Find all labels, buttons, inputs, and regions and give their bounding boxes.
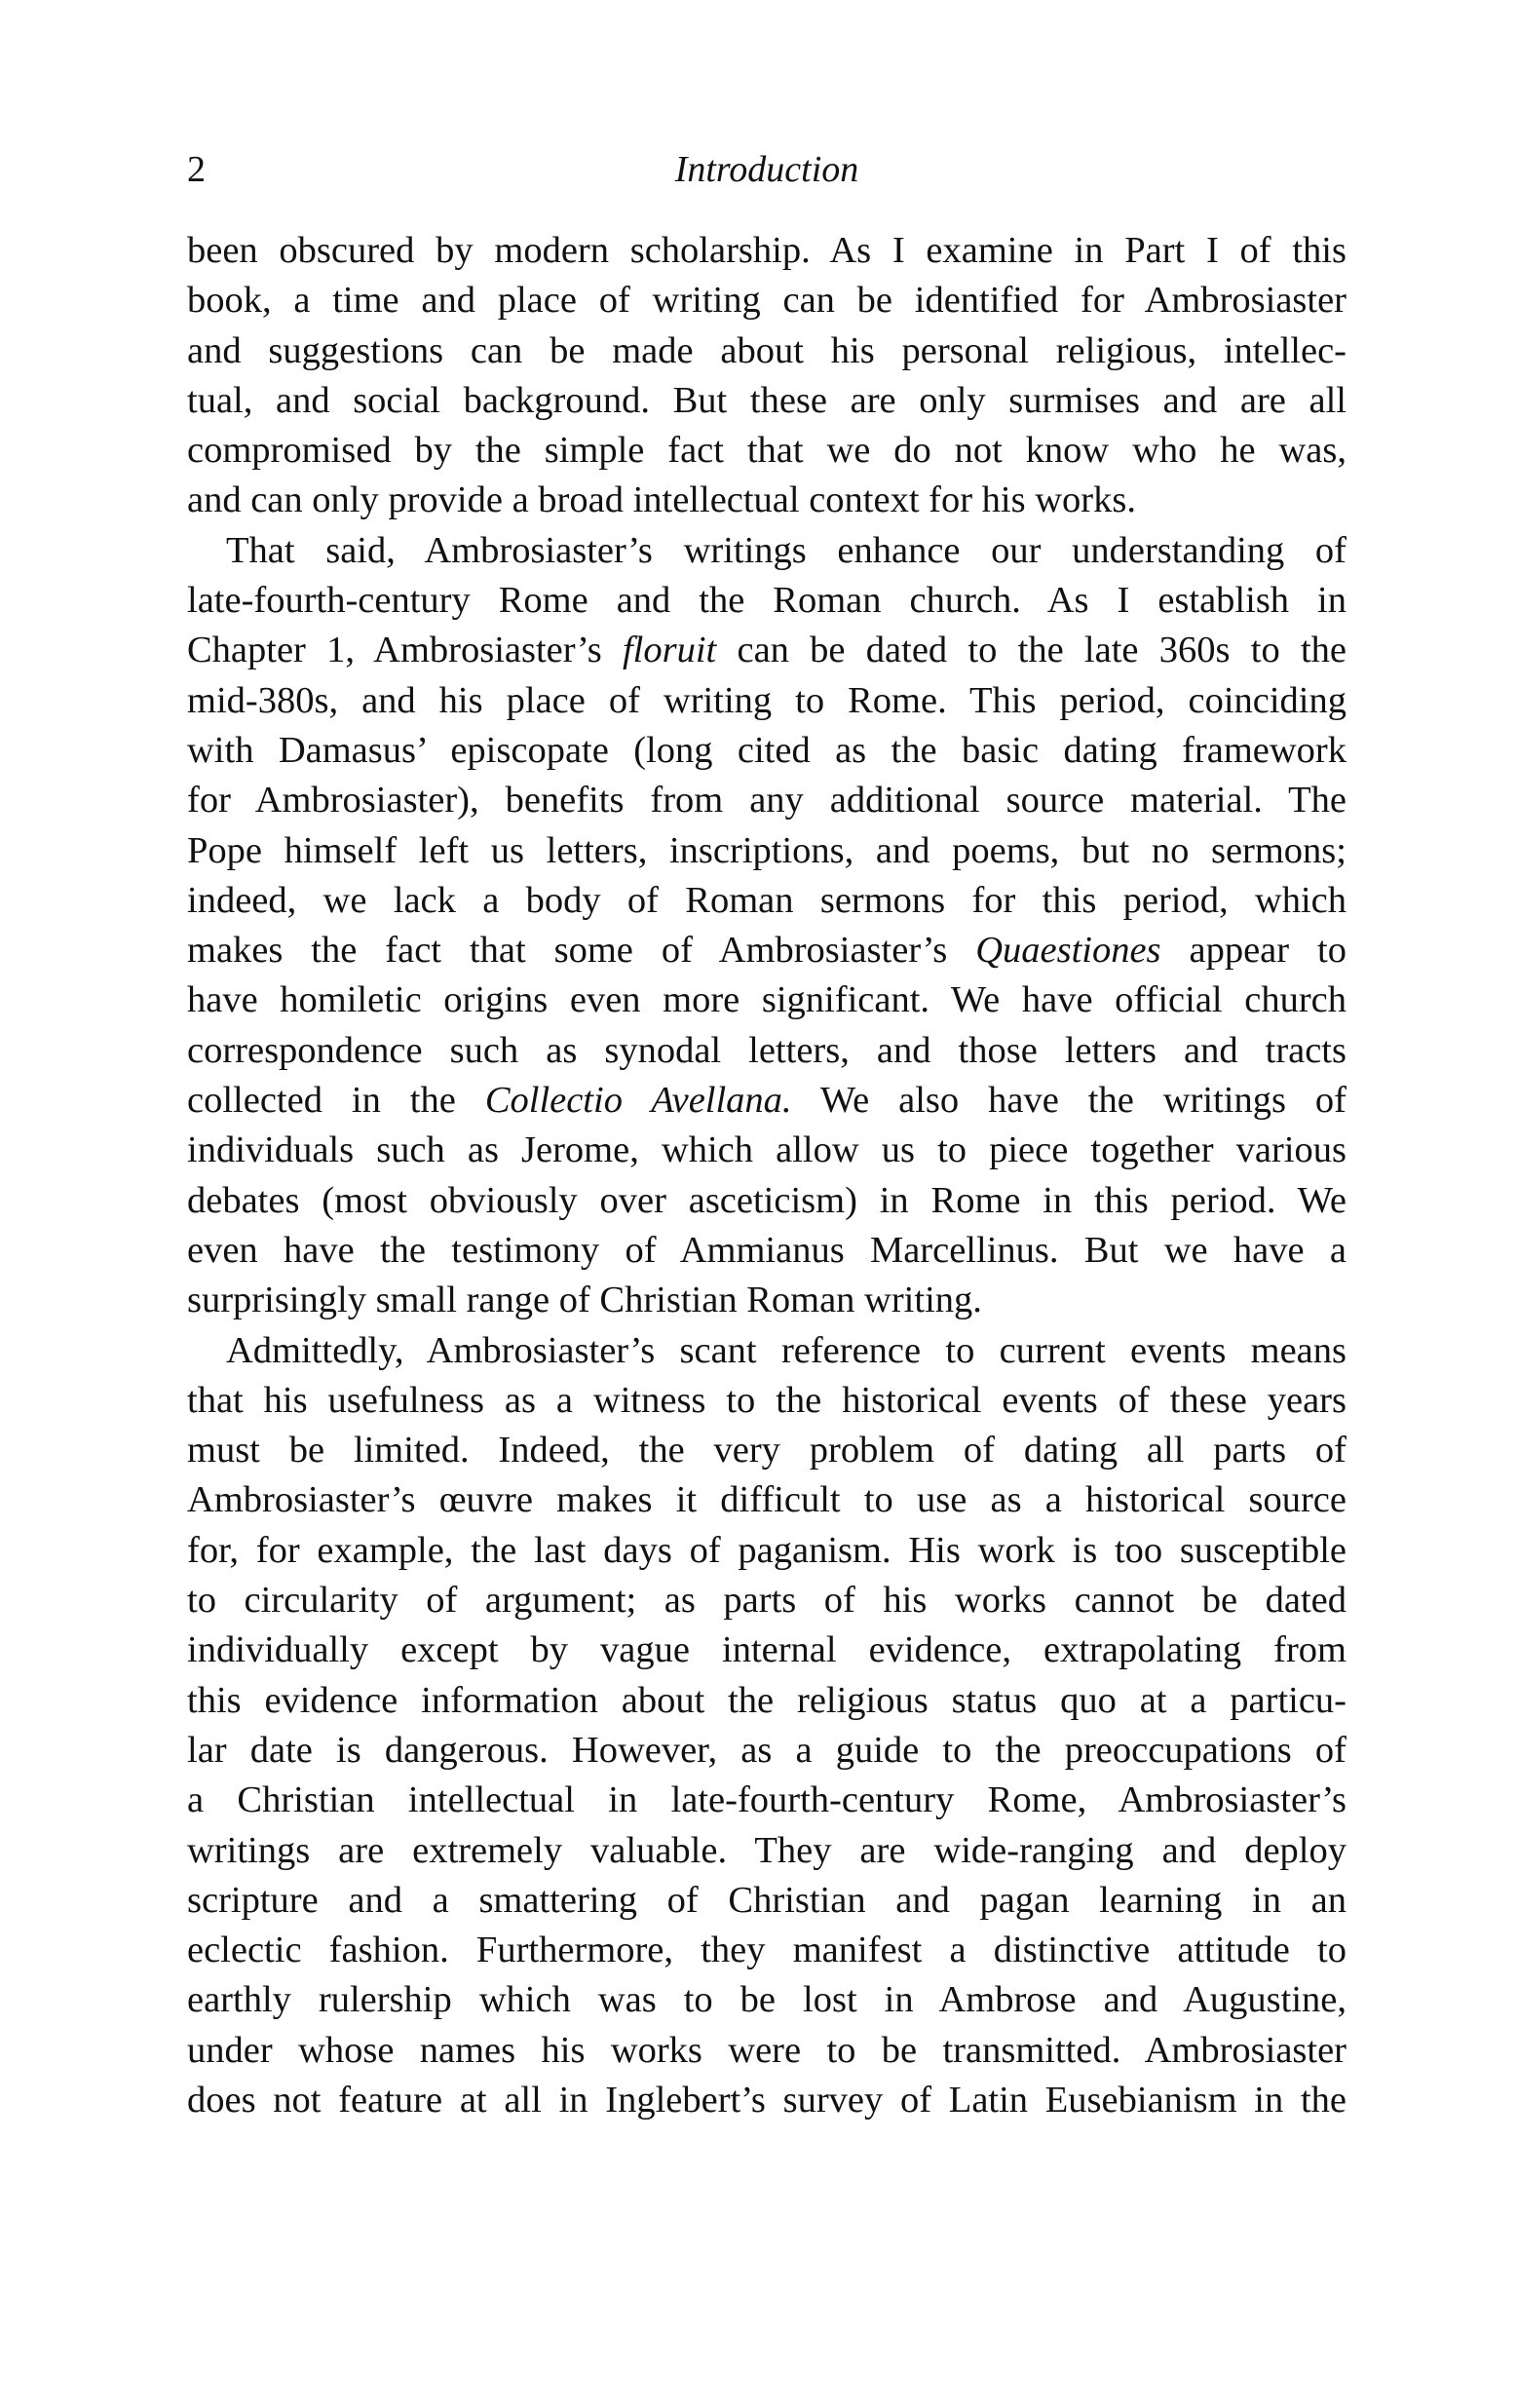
text-run: appear to [1160,930,1346,972]
text-line: lar date is dangerous. However, as a guide to the preoccupations of [187,1729,1346,1771]
text-run: makes the fact that some of Ambrosiaster’s [187,930,976,972]
text-line: that his usefulness as a witness to the historical events of these years [187,1379,1346,1421]
text-line: even have the testimony of Ammianus Marcellinus. But we have a [187,1229,1346,1271]
text-line: under whose names his works were to be transmitted. Ambrosiaster [187,2029,1346,2071]
text-line: earthly rulership which was to be lost in Ambrose and Augustine, [187,1979,1346,2021]
body-text [187,226,1346,2125]
text-line: late-fourth-century Rome and the Roman church. As I establish in [187,580,1346,622]
text-line: Admittedly, Ambrosiaster’s scant reference to current events means [226,1329,1346,1371]
italic-term: floruit [622,630,717,671]
text-line: this evidence information about the religious status quo at a particu- [187,1679,1346,1721]
text-line: must be limited. Indeed, the very problem of dating all parts of [187,1430,1346,1472]
text-line: book, a time and place of writing can be identified for Ambrosiaster [187,280,1346,322]
text-line: a Christian intellectual in late-fourth-century Rome, Ambrosiaster’s [187,1779,1346,1821]
page-number: 2 [187,149,206,190]
text-line: does not feature at all in Inglebert’s survey of Latin Eusebianism in the [187,2079,1346,2121]
text-line: indeed, we lack a body of Roman sermons for this period, which [187,879,1346,921]
text-line: and suggestions can be made about his personal religious, intellec- [187,329,1346,371]
text-line: for Ambrosiaster), benefits from any additional source material. The [187,780,1346,822]
text-line: scripture and a smattering of Christian and pagan learning in an [187,1879,1346,1921]
text-line: and can only provide a broad intellectual context for his works. [187,479,1136,521]
text-line: surprisingly small range of Christian Roman writing. [187,1280,982,1321]
text-line: That said, Ambrosiaster’s writings enhance our understanding of [226,529,1346,571]
running-header [187,146,1346,193]
text-run: collected in the [187,1080,485,1122]
text-line: with Damasus’ episcopate (long cited as the basic dating framework [187,729,1346,771]
text-line [187,1076,1346,1126]
text-run: We also have the writings of [791,1080,1346,1122]
text-line: been obscured by modern scholarship. As I examine in Part I of this [187,230,1346,271]
text-line: Pope himself left us letters, inscriptions, and poems, but no sermons; [187,829,1346,871]
text-line: correspondence such as synodal letters, and those letters and tracts [187,1029,1346,1071]
text-line: to circularity of argument; as parts of his works cannot be dated [187,1580,1346,1622]
text-line: eclectic fashion. Furthermore, they manifest a distinctive attitude to [187,1930,1346,1971]
text-line: writings are extremely valuable. They are wide-ranging and deploy [187,1829,1346,1871]
italic-term: Collectio Avellana. [484,1080,792,1122]
text-line [187,926,1346,975]
text-line: compromised by the simple fact that we do not know who he was, [187,430,1346,472]
text-line: have homiletic origins even more significant. We have official church [187,979,1346,1021]
text-line [187,626,1346,675]
text-run: Chapter 1, Ambrosiaster’s [187,630,623,671]
text-line: for, for example, the last days of paganism. His work is too susceptible [187,1529,1346,1571]
text-line: tual, and social background. But these are only surmises and are all [187,379,1346,421]
text-line: individuals such as Jerome, which allow us to piece together various [187,1129,1346,1171]
text-line: mid-380s, and his place of writing to Rome. This period, coinciding [187,679,1346,721]
running-title: Introduction [674,149,859,190]
text-line: individually except by vague internal evidence, extrapolating from [187,1629,1346,1671]
text-line: Ambrosiaster’s œuvre makes it difficult to use as a historical source [187,1479,1346,1521]
text-line: debates (most obviously over asceticism) in Rome in this period. We [187,1179,1346,1221]
italic-term: Quaestiones [975,930,1161,972]
text-run: can be dated to the late 360s to the [716,630,1346,671]
